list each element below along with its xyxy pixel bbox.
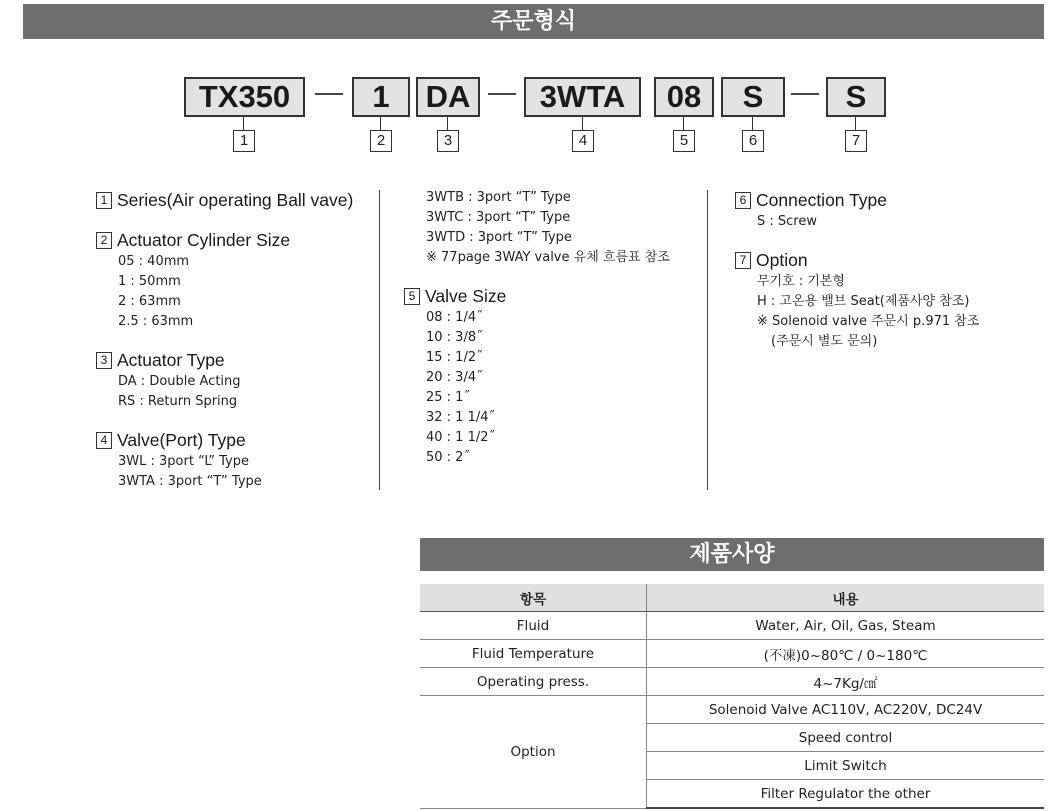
code-segment-option: S: [826, 77, 886, 117]
code-segment-series: TX350: [184, 77, 305, 117]
list-item: 25 : 1˝: [426, 390, 470, 405]
list-item: S : Screw: [757, 214, 817, 229]
list-item: 2 : 63mm: [118, 294, 181, 309]
list-item: 3WTA : 3port “T” Type: [118, 474, 262, 489]
table-header-row: [420, 584, 1044, 612]
code-connector: [582, 116, 583, 130]
list-item: 2.5 : 63mm: [118, 314, 194, 329]
table-row: [420, 668, 1044, 696]
code-number-3: 3: [437, 130, 459, 152]
code-number-7: 7: [845, 130, 867, 152]
code-segment-valve-size: 08: [654, 77, 714, 117]
spec-title: 제품사양: [420, 538, 1044, 571]
list-item: 05 : 40mm: [118, 254, 190, 269]
number-icon: 5: [404, 288, 420, 305]
note: ※ 77page 3WAY valve 유체 흐름표 참조: [426, 250, 670, 265]
valve-size-heading: 5 Valve Size: [404, 284, 670, 308]
code-number-2: 2: [370, 130, 392, 152]
cylinder-heading: 2 Actuator Cylinder Size: [96, 228, 353, 252]
row-label: Fluid: [420, 612, 647, 640]
row-value: Filter Regulator the other: [647, 780, 1045, 809]
table-row: [420, 696, 1044, 724]
list-item: 무기호 : 기본형: [757, 274, 845, 289]
row-label: Fluid Temperature: [420, 640, 647, 668]
list-item: 15 : 1/2˝: [426, 350, 483, 365]
table-row: [420, 612, 1044, 640]
list-item: 40 : 1 1/2˝: [426, 430, 496, 445]
list-item: 3WTD : 3port “T” Type: [426, 230, 572, 245]
code-number-6: 6: [742, 130, 764, 152]
option-heading: 7 Option: [735, 248, 979, 272]
code-dash: [315, 93, 343, 95]
list-item: DA : Double Acting: [118, 374, 241, 389]
valve-type-heading: 4 Valve(Port) Type: [96, 428, 353, 452]
number-icon: 3: [96, 352, 112, 369]
header-content: 내용: [647, 584, 1045, 612]
code-number-1: 1: [233, 130, 255, 152]
number-icon: 1: [96, 192, 112, 209]
number-icon: 6: [735, 192, 751, 209]
code-connector: [243, 116, 244, 130]
code-number-4: 4: [572, 130, 594, 152]
row-value: Water, Air, Oil, Gas, Steam: [647, 612, 1045, 640]
code-segment-actuator: DA: [416, 77, 480, 117]
code-segment-cylinder: 1: [352, 77, 410, 117]
list-item: 50 : 2˝: [426, 450, 470, 465]
code-connector: [752, 116, 753, 130]
row-value: Speed control: [647, 724, 1045, 752]
description-column-2: [404, 188, 670, 484]
spec-table: [420, 584, 1044, 809]
order-format-title: 주문형식: [23, 4, 1044, 39]
list-item: 32 : 1 1/4˝: [426, 410, 496, 425]
header-item: 항목: [420, 584, 647, 612]
list-item: RS : Return Spring: [118, 394, 238, 409]
list-item: 3WTC : 3port “T” Type: [426, 210, 571, 225]
number-icon: 2: [96, 232, 112, 249]
code-dash: [488, 93, 516, 95]
column-divider: [707, 190, 708, 490]
code-segment-valve-type: 3WTA: [524, 77, 641, 117]
actuator-heading: 3 Actuator Type: [96, 348, 353, 372]
number-icon: 7: [735, 252, 751, 269]
row-value: Limit Switch: [647, 752, 1045, 780]
row-value: 4~7Kg/㎠: [647, 668, 1045, 696]
list-item: H : 고온용 밸브 Seat(제품사양 참조): [757, 294, 970, 309]
row-label: Option: [420, 696, 647, 809]
row-value: (不凍)0~80℃ / 0~180℃: [647, 640, 1045, 668]
list-item: 08 : 1/4˝: [426, 310, 483, 325]
connection-heading: 6 Connection Type: [735, 188, 979, 212]
note: ※ Solenoid valve 주문시 p.971 참조: [757, 314, 980, 329]
row-label: Operating press.: [420, 668, 647, 696]
description-column-1: [96, 188, 353, 508]
note: (주문시 별도 문의): [771, 334, 878, 349]
list-item: 3WL : 3port “L” Type: [118, 454, 249, 469]
code-segment-connection: S: [721, 77, 785, 117]
table-row: [420, 640, 1044, 668]
series-heading: 1 Series(Air operating Ball vave): [96, 188, 353, 212]
code-connector: [380, 116, 381, 130]
code-number-5: 5: [673, 130, 695, 152]
number-icon: 4: [96, 432, 112, 449]
row-value: Solenoid Valve AC110V, AC220V, DC24V: [647, 696, 1045, 724]
list-item: 3WTB : 3port “T” Type: [426, 190, 571, 205]
list-item: 1 : 50mm: [118, 274, 181, 289]
code-connector: [683, 116, 684, 130]
description-column-3: [735, 188, 979, 368]
code-connector: [855, 116, 856, 130]
column-divider: [379, 190, 380, 490]
code-connector: [447, 116, 448, 130]
code-dash: [791, 93, 819, 95]
list-item: 20 : 3/4˝: [426, 370, 483, 385]
list-item: 10 : 3/8˝: [426, 330, 483, 345]
